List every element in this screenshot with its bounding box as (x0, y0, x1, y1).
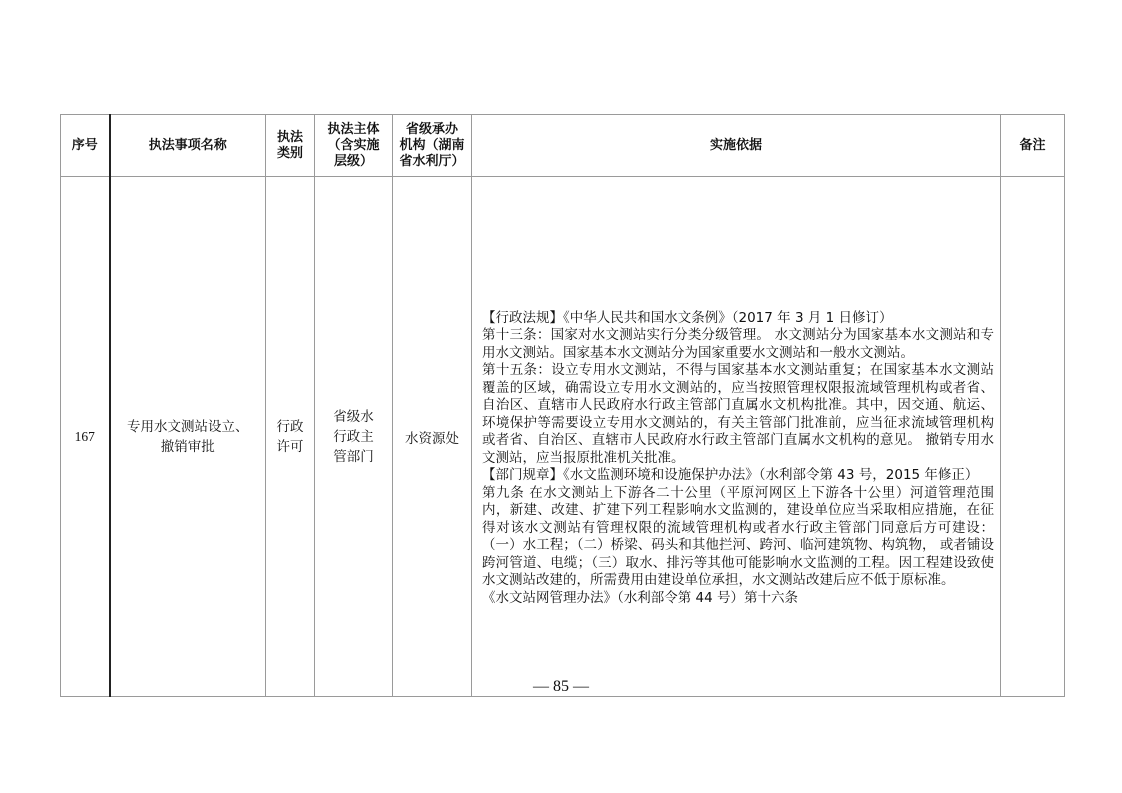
table-header-row (61, 115, 1065, 177)
row-subject-line: 省级水 (333, 408, 374, 425)
header-province-org-line: 省级承办 (405, 121, 458, 137)
row-item-name-line: 专用水文测站设立、 (127, 418, 249, 435)
row-category (266, 177, 315, 697)
row-item-name (110, 177, 266, 697)
header-remark: 备注 (1001, 115, 1065, 177)
header-province-org-line: 省水利厅） (399, 153, 465, 169)
header-province-org (393, 115, 472, 177)
header-basis: 实施依据 (472, 115, 1001, 177)
header-category-line: 执法 (276, 129, 303, 145)
basis-paragraph: 【部门规章】《水文监测环境和设施保护办法》（水利部令第 43 号，2015 年修正） (482, 467, 979, 484)
header-province-org-line: 机构（湖南 (399, 137, 465, 153)
header-seq: 序号 (61, 115, 110, 177)
basis-paragraph: 【行政法规】《中华人民共和国水文条例》（2017 年 3 月 1 日修订） (482, 309, 893, 326)
header-category (266, 115, 315, 177)
basis-paragraph: 《水文站网管理办法》（水利部令第 44 号）第十六条 (482, 589, 799, 606)
header-category-line: 类别 (276, 145, 303, 161)
row-subject-line: 管部门 (333, 448, 374, 465)
header-subject (315, 115, 393, 177)
header-subject-line: 执法主体 (327, 121, 380, 137)
row-province-org: 水资源处 (393, 177, 472, 697)
row-category-line: 许可 (276, 438, 304, 455)
header-subject-line: 层级） (333, 153, 373, 169)
basis-paragraph: 第九条 在水文测站上下游各二十公里（平原河网区上下游各十公里）河道管理范围内，新建、改建、扩建下列工程影响水文监测的，建设单位应当采取相应措施，在征得对该水文测站有管理权限的流域管理机构或者水行政主管部门同意后方可建设：（一）水工程；（二）桥梁、码头和其他拦河、跨河、临河建筑物、构筑物， 或者铺设跨河管道、电缆；（三）取水、排污等其他可能影响水文监测的工程。因工程建设致使水文测站改建的，所需费用由建设单位承担，水文测站改建后应不低于原标准。 (482, 484, 994, 589)
row-subject (315, 177, 393, 697)
row-remark (1001, 177, 1065, 697)
header-item-name: 执法事项名称 (110, 115, 266, 177)
basis-paragraph: 第十三条：国家对水文测站实行分类分级管理。 水文测站分为国家基本水文测站和专用水文测站。国家基本水文测站分为国家重要水文测站和一般水文测站。 (482, 327, 994, 361)
header-subject-line: （含实施 (327, 137, 380, 153)
row-basis (472, 177, 1001, 697)
basis-paragraph: 第十五条：设立专用水文测站，不得与国家基本水文测站重复；在国家基本水文测站覆盖的区域，确需设立专用水文测站的，应当按照管理权限报流域管理机构或者省、自治区、直辖市人民政府水行政主管部门直属水文机构批准。其中，因交通、航运、环境保护等需要设立专用水文测站的，有关主管部门批准前，应当征求流域管理机构或者省、自治区、直辖市人民政府水行政主管部门直属水文机构的意见。 撤销专用水文测站，应当报原批准机关批准。 (482, 362, 994, 466)
row-seq: 167 (61, 177, 110, 697)
row-subject-line: 行政主 (333, 428, 374, 445)
table-row (61, 177, 1065, 697)
row-category-line: 行政 (276, 418, 304, 435)
row-item-name-line: 撤销审批 (160, 438, 215, 455)
page-number: — 85 — (533, 678, 589, 695)
enforcement-items-table (60, 114, 1065, 697)
